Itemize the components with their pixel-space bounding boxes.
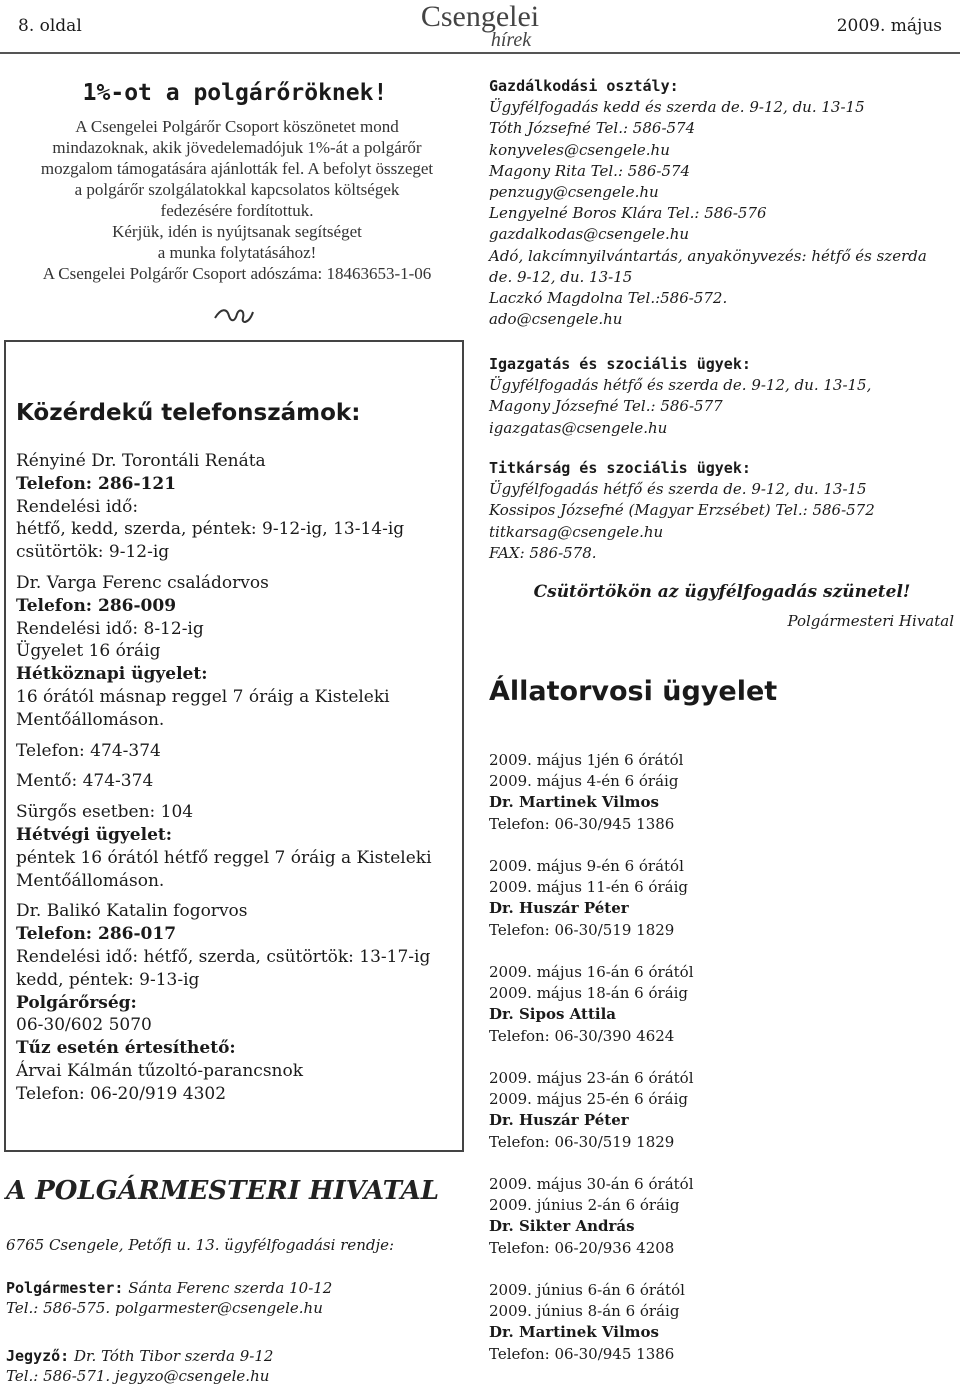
phone-numbers-box (4, 340, 464, 1152)
department-line: igazgatas@csengele.hu (489, 418, 668, 437)
department-line: Ügyfélfogadás hétfő és szerda de. 9-12, du. 13-15, (489, 376, 872, 395)
department-administration (489, 354, 955, 439)
phone-line: Sürgős esetben: 104 (16, 802, 194, 823)
vet-entry (489, 1068, 955, 1153)
vet-date: 2009. május 23-án 6 órától (489, 1069, 694, 1087)
phone-line: csütörtök: 9-12-ig (16, 542, 170, 563)
department-title: Igazgatás és szociális ügyek: (489, 355, 751, 373)
notary-info (6, 1346, 273, 1386)
appeal-text (14, 116, 460, 284)
appeal-line: A Csengelei Polgárőr Csoport adószáma: 18463653-1-06 (42, 264, 432, 283)
department-line: Magony Rita Tel.: 586-574 (489, 161, 691, 180)
appeal-line: mindazoknak, akik jövedelemadójuk 1%-át a polgárőr (52, 138, 422, 157)
vet-date: 2009. május 11-én 6 óráig (489, 878, 688, 897)
vet-phone: Telefon: 06-20/936 4208 (489, 1238, 675, 1257)
phone-line: Rendelési idő: 8-12-ig (16, 618, 204, 639)
department-title: Gazdálkodási osztály: (489, 77, 679, 95)
phone-line: Telefon: 06-20/919 4302 (16, 1083, 227, 1104)
department-secretariat (489, 458, 955, 564)
phone-line: Rendelési idő: hétfő, szerda, csütörtök: 13-17-ig (16, 946, 431, 967)
vet-phone: Telefon: 06-30/945 1386 (489, 814, 675, 833)
vet-entry (489, 856, 955, 941)
notary-hours: Dr. Tóth Tibor szerda 9-12 (74, 1347, 274, 1365)
vet-phone: Telefon: 06-30/519 1829 (489, 1132, 675, 1151)
vet-date: 2009. június 2-án 6 óráig (489, 1196, 680, 1215)
department-line: Ügyfélfogadás kedd és szerda de. 9-12, du. 13-15 (489, 98, 865, 117)
department-line: Magony Józsefné Tel.: 586-577 (489, 397, 723, 416)
appeal-line: fedezésére fordítottuk. (160, 201, 314, 220)
vet-entry (489, 962, 955, 1047)
spacer (16, 564, 456, 572)
spacer (16, 892, 456, 900)
phone-line: Ügyelet 16 óráig (16, 641, 161, 662)
phone-line: Mentőállomáson. (16, 870, 165, 891)
vet-name: Dr. Sipos Attila (489, 1005, 617, 1024)
vet-date: 2009. május 9-én 6 órától (489, 857, 684, 875)
mayor-hours: Sánta Ferenc szerda 10-12 (128, 1279, 333, 1297)
appeal-line: a munka folytatásához! (157, 243, 317, 262)
department-line: titkarsag@csengele.hu (489, 522, 664, 541)
department-line: Tóth Józsefné Tel.: 586-574 (489, 119, 696, 138)
vet-date: 2009. május 16-án 6 órától (489, 963, 694, 981)
phone-line: Hétköznapi ügyelet: (16, 664, 208, 685)
department-line: konyveles@csengele.hu (489, 140, 670, 159)
vet-date: 2009. május 30-án 6 órától (489, 1175, 694, 1193)
masthead-subtitle: hírek (490, 29, 532, 51)
spacer (16, 762, 456, 770)
department-line: de. 9-12, du. 13-15 (489, 267, 633, 286)
department-line: Kossipos Józsefné (Magyar Erzsébet) Tel.: 586-572 (489, 501, 875, 520)
notary-label: Jegyző: (6, 1347, 70, 1365)
phone-line: Rendelési idő: (16, 496, 139, 517)
vet-name: Dr. Sikter András (489, 1217, 635, 1236)
vet-date: 2009. június 8-án 6 óráig (489, 1302, 680, 1321)
phone-line: Telefon: 286-017 (16, 924, 177, 945)
notary-contact: Tel.: 586-571. jegyzo@csengele.hu (6, 1367, 270, 1385)
vet-phone: Telefon: 06-30/390 4624 (489, 1026, 675, 1045)
vet-phone: Telefon: 06-30/519 1829 (489, 920, 675, 939)
phone-line: péntek 16 órától hétfő reggel 7 óráig a Kisteleki (16, 847, 432, 868)
department-finance (489, 76, 955, 330)
signature: Polgármesteri Hivatal (787, 612, 954, 630)
appeal-line: a polgárőr szolgálatokkal kapcsolatos költségek (74, 180, 400, 199)
mayor-contact: Tel.: 586-575. polgarmester@csengele.hu (6, 1299, 323, 1317)
department-title: Titkárság és szociális ügyek: (489, 459, 751, 477)
department-line: ado@csengele.hu (489, 310, 623, 329)
phone-line: Dr. Balikó Katalin fogorvos (16, 901, 248, 922)
vet-entry (489, 1280, 955, 1365)
vet-name: Dr. Huszár Péter (489, 1111, 629, 1130)
phone-line: Telefon: 286-121 (16, 473, 177, 494)
spacer (16, 732, 456, 740)
phone-line: hétfő, kedd, szerda, péntek: 9-12-ig, 13-14-ig (16, 519, 405, 540)
page-number: 8. oldal (18, 16, 82, 36)
mayor-label: Polgármester: (6, 1279, 124, 1297)
phone-line: Árvai Kálmán tűzoltó-parancsnok (16, 1060, 304, 1081)
phone-line: Polgárőrség: (16, 992, 137, 1013)
phones-title: Közérdekű telefonszámok: (16, 400, 361, 426)
department-line: FAX: 586-578. (489, 543, 597, 562)
phones-list (16, 450, 456, 1106)
phone-line: Mentőállomáson. (16, 709, 165, 730)
phone-line: Dr. Varga Ferenc családorvos (16, 572, 269, 593)
office-title: A POLGÁRMESTERI HIVATAL (6, 1176, 440, 1206)
phone-line: Telefon: 286-009 (16, 595, 177, 616)
spacer (16, 793, 456, 801)
phone-line: Rényiné Dr. Torontáli Renáta (16, 451, 266, 471)
masthead-title: Csengelei (420, 0, 540, 33)
vet-entry (489, 1174, 955, 1259)
phone-line: Hétvégi ügyelet: (16, 824, 173, 845)
appeal-line: Kérjük, idén is nyújtsanak segítséget (112, 222, 362, 241)
vet-date: 2009. május 25-én 6 óráig (489, 1090, 688, 1109)
office-subtitle: 6765 Csengele, Petőfi u. 13. ügyfélfogadási rendje: (6, 1236, 395, 1254)
vet-date: 2009. június 6-án 6 órától (489, 1281, 685, 1299)
phone-line: Telefon: 474-374 (16, 740, 161, 761)
vet-date: 2009. május 18-án 6 óráig (489, 984, 689, 1003)
department-line: Adó, lakcímnyilvántartás, anyakönyvezés: hétfő és szerda (489, 246, 927, 265)
ornament-icon (213, 306, 257, 331)
notice-text: Csütörtökön az ügyfélfogadás szünetel! (533, 582, 911, 602)
vet-date: 2009. május 1jén 6 órától (489, 751, 684, 769)
phone-line: kedd, péntek: 9-13-ig (16, 969, 200, 990)
department-line: penzugy@csengele.hu (489, 182, 659, 201)
department-line: gazdalkodas@csengele.hu (489, 225, 690, 244)
phone-line: 06-30/602 5070 (16, 1015, 152, 1036)
vet-name: Dr. Martinek Vilmos (489, 793, 659, 812)
vet-name: Dr. Huszár Péter (489, 899, 629, 918)
department-line: Laczkó Magdolna Tel.:586-572. (489, 288, 728, 307)
appeal-line: A Csengelei Polgárőr Csoport köszönetet mond (75, 117, 399, 136)
vet-name: Dr. Martinek Vilmos (489, 1323, 659, 1342)
vet-phone: Telefon: 06-30/945 1386 (489, 1344, 675, 1363)
vet-date: 2009. május 4-én 6 óráig (489, 772, 679, 791)
department-line: Ügyfélfogadás hétfő és szerda de. 9-12, du. 13-15 (489, 480, 867, 499)
department-line: Lengyelné Boros Klára Tel.: 586-576 (489, 204, 767, 223)
issue-date: 2009. május (836, 16, 942, 36)
header-divider (0, 52, 960, 54)
vet-entry (489, 750, 955, 835)
phone-line: 16 órától másnap reggel 7 óráig a Kisteleki (16, 686, 390, 707)
vet-title: Állatorvosi ügyelet (489, 676, 778, 707)
masthead-logo (0, 0, 960, 51)
phone-line: Mentő: 474-374 (16, 771, 154, 792)
mayor-info (6, 1278, 332, 1318)
appeal-title: 1%-ot a polgárőröknek! (82, 80, 388, 106)
appeal-line: mozgalom támogatására ajánlották fel. A befolyt összeget (40, 159, 434, 178)
page-header (0, 0, 960, 54)
phone-line: Tűz esetén értesíthető: (16, 1038, 236, 1059)
